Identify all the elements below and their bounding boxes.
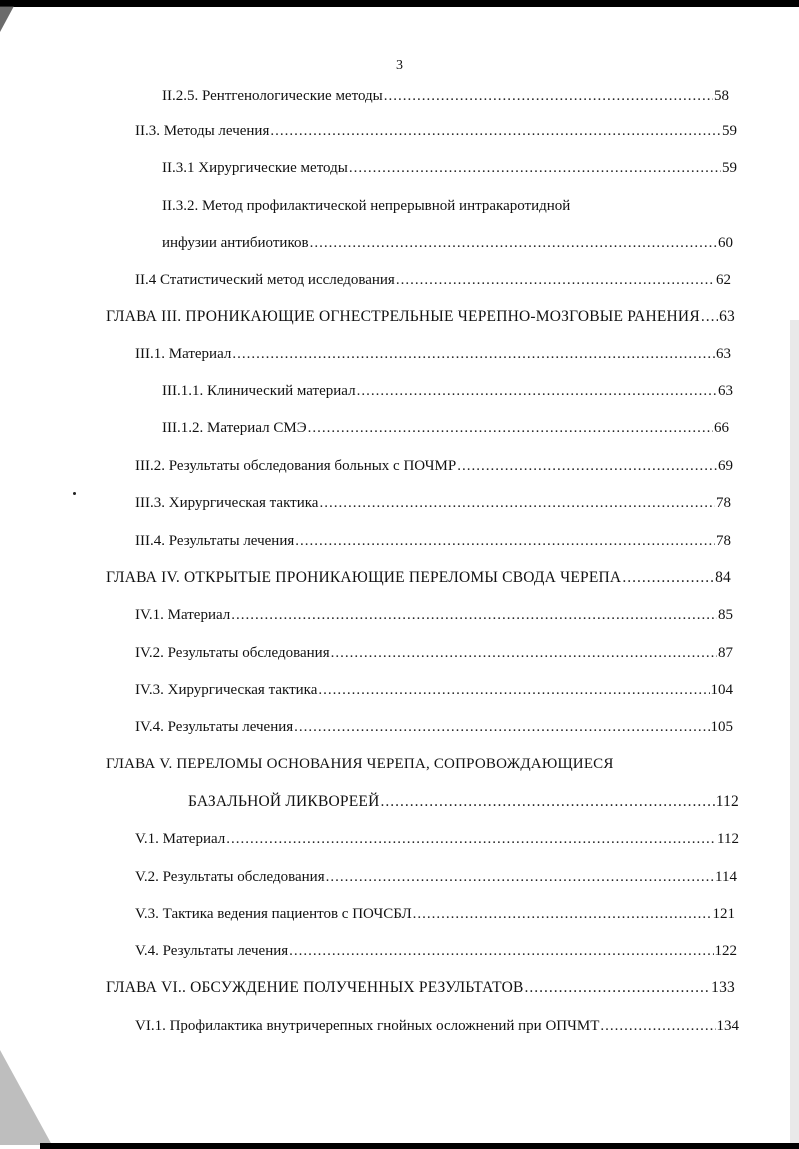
toc-entry	[162, 418, 729, 438]
scan-corner-mark	[0, 6, 14, 32]
toc-leader-dots	[331, 643, 717, 663]
toc-entry	[135, 121, 737, 141]
toc-entry-page: 59	[722, 160, 737, 176]
toc-chapter	[106, 978, 735, 998]
toc-chapter-title: ГЛАВА V. ПЕРЕЛОМЫ ОСНОВАНИЯ ЧЕРЕПА, СОПРОВОЖДАЮЩИЕСЯ	[106, 756, 614, 772]
toc-leader-dots	[308, 418, 713, 438]
toc-entry-page: 58	[714, 88, 729, 104]
toc-entry-title: II.3. Методы лечения	[135, 123, 270, 139]
toc-entry-page: 60	[718, 235, 733, 251]
toc-entry-title: II.4 Статистический метод исследования	[135, 272, 395, 288]
toc-chapter	[106, 568, 731, 588]
toc-leader-dots	[231, 605, 717, 625]
toc-leader-dots	[318, 680, 709, 700]
toc-entry-title: IV.4. Результаты лечения	[135, 719, 294, 735]
toc-entry-title: БАЗАЛЬНОЙ ЛИКВОРЕЕЙ	[188, 793, 380, 810]
toc-entry-title: III.4. Результаты лечения	[135, 533, 295, 549]
toc-entry-page: 63	[718, 383, 733, 399]
toc-entry-title: III.1.1. Клинический материал	[162, 383, 356, 399]
toc-entry	[162, 86, 729, 106]
toc-entry-title: II.3.2. Метод профилактической непрерывной интракаротидной	[162, 198, 571, 214]
toc-entry	[135, 531, 731, 551]
toc-entry-title: III.3. Хирургическая тактика	[135, 495, 319, 511]
toc-entry-title: ГЛАВА IV. ОТКРЫТЫЕ ПРОНИКАЮЩИЕ ПЕРЕЛОМЫ СВОДА ЧЕРЕПА	[106, 569, 622, 586]
toc-entry-page: 66	[714, 420, 729, 436]
toc-leader-dots	[226, 829, 716, 849]
toc-entry-page: 133	[711, 979, 735, 996]
toc-entry-title: IV.1. Материал	[135, 607, 231, 623]
toc-leader-dots	[319, 493, 715, 513]
toc-entry-title: VI.1. Профилактика внутричерепных гнойных осложнений при ОПЧМТ	[135, 1018, 600, 1034]
scan-right-edge	[790, 320, 799, 1149]
toc-entry-page: 87	[718, 645, 733, 661]
toc-entry-title: ГЛАВА VI.. ОБСУЖДЕНИЕ ПОЛУЧЕННЫХ РЕЗУЛЬТАТОВ	[106, 979, 524, 996]
toc-leader-dots	[289, 941, 713, 961]
toc-entry-page: 84	[715, 569, 731, 586]
toc-leader-dots	[457, 456, 717, 476]
toc-entry	[162, 233, 733, 253]
toc-leader-dots	[525, 978, 711, 998]
toc-entry	[135, 680, 733, 700]
scan-speck	[73, 492, 76, 495]
toc-entry	[135, 270, 731, 290]
toc-leader-dots	[295, 531, 715, 551]
toc-entry	[135, 1016, 739, 1036]
toc-entry-page: 121	[712, 906, 735, 922]
toc-entry	[135, 904, 735, 924]
toc-entry	[162, 158, 737, 178]
toc-entry	[135, 605, 733, 625]
toc-entry-title: III.1. Материал	[135, 346, 232, 362]
toc-leader-dots	[701, 307, 718, 327]
toc-entry-page: 59	[722, 123, 737, 139]
toc-leader-dots	[349, 158, 721, 178]
toc-leader-dots	[413, 904, 712, 924]
toc-entry-title: V.2. Результаты обследования	[135, 869, 325, 885]
toc-entry-page: 105	[710, 719, 733, 735]
toc-chapter	[106, 307, 735, 327]
page-number: 3	[396, 58, 403, 73]
toc-entry-title: IV.2. Результаты обследования	[135, 645, 330, 661]
toc-entry	[135, 643, 733, 663]
toc-entry	[162, 381, 733, 401]
toc-entry-page: 112	[717, 831, 739, 847]
toc-leader-dots	[232, 344, 715, 364]
toc-leader-dots	[294, 717, 709, 737]
toc-leader-dots	[396, 270, 715, 290]
toc-leader-dots	[270, 121, 721, 141]
toc-entry	[135, 493, 731, 513]
toc-leader-dots	[326, 867, 714, 887]
toc-leader-dots	[380, 792, 714, 812]
toc-entry-title: III.2. Результаты обследования больных с ПОЧМР	[135, 458, 457, 474]
scan-bottom-edge	[40, 1143, 799, 1149]
toc-entry-page: 114	[715, 869, 737, 885]
toc-entry-page: 63	[716, 346, 731, 362]
toc-entry-page: 122	[714, 943, 737, 959]
toc-entry-page: 112	[715, 793, 739, 810]
toc-entry-title: II.3.1 Хирургические методы	[162, 160, 348, 176]
toc-entry-page: 69	[718, 458, 733, 474]
toc-entry-title: V.1. Материал	[135, 831, 226, 847]
toc-entry	[135, 344, 731, 364]
toc-entry-title: III.1.2. Материал СМЭ	[162, 420, 307, 436]
scan-corner-shadow	[0, 1050, 52, 1145]
toc-entry-page: 62	[716, 272, 731, 288]
toc-entry-title: IV.3. Хирургическая тактика	[135, 682, 318, 698]
toc-entry	[135, 867, 737, 887]
scan-top-edge	[0, 0, 799, 7]
toc-entry-page: 63	[719, 308, 735, 325]
toc-leader-dots	[622, 568, 714, 588]
toc-entry	[135, 717, 733, 737]
toc-entry-page: 104	[710, 682, 733, 698]
toc-entry-page: 85	[718, 607, 733, 623]
toc-leader-dots	[600, 1016, 715, 1036]
toc-leader-dots	[357, 381, 717, 401]
toc-entry	[135, 941, 737, 961]
toc-entry-page: 134	[716, 1018, 739, 1034]
toc-entry-page: 78	[716, 533, 731, 549]
toc-entry-title: инфузии антибиотиков	[162, 235, 309, 251]
toc-leader-dots	[384, 86, 713, 106]
toc-entry-title: II.2.5. Рентгенологические методы	[162, 88, 383, 104]
toc-entry-title: ГЛАВА III. ПРОНИКАЮЩИЕ ОГНЕСТРЕЛЬНЫЕ ЧЕРЕПНО-МОЗГОВЫЕ РАНЕНИЯ	[106, 308, 700, 325]
toc-entry-page: 78	[716, 495, 731, 511]
toc-leader-dots	[310, 233, 717, 253]
toc-entry	[135, 829, 739, 849]
toc-entry-title: V.3. Тактика ведения пациентов с ПОЧСБЛ	[135, 906, 412, 922]
toc-entry-title: V.4. Результаты лечения	[135, 943, 289, 959]
toc-entry	[135, 456, 733, 476]
toc-chapter	[188, 792, 739, 812]
